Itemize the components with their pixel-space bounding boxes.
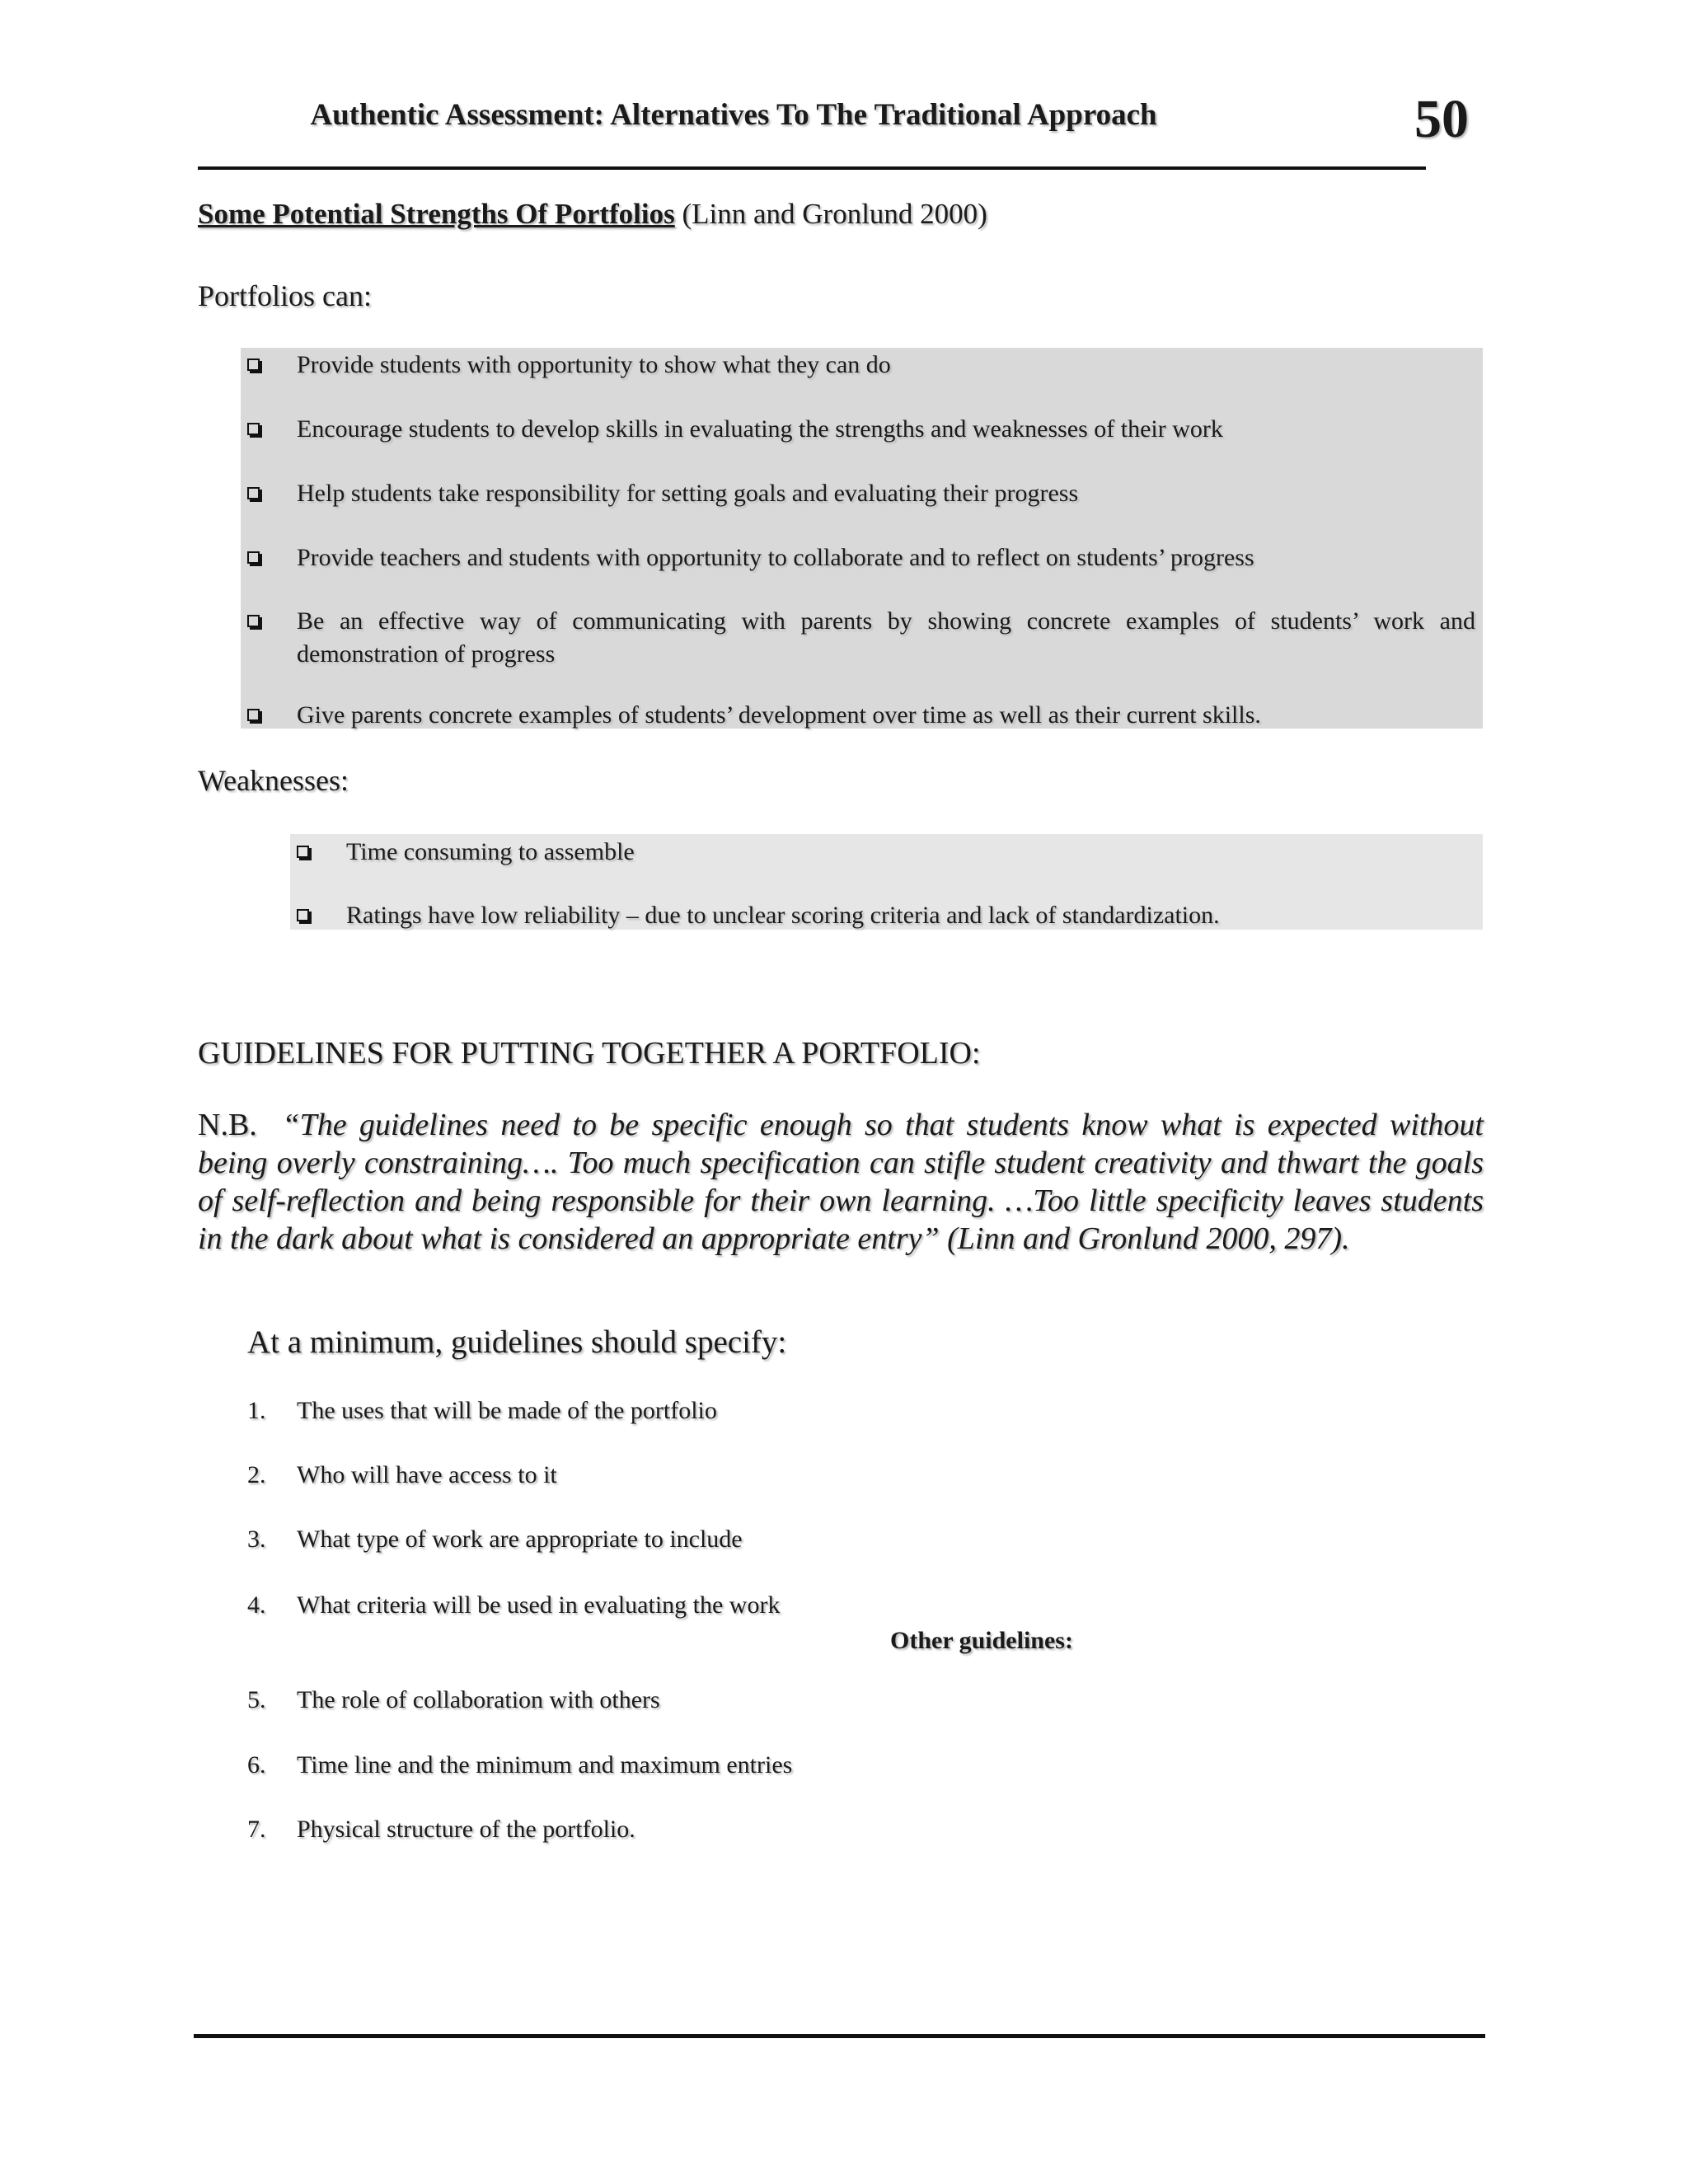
- footer-divider: [194, 2034, 1485, 2038]
- checkbox-bullet-icon: [247, 487, 260, 499]
- checkbox-bullet-icon: [247, 359, 260, 371]
- nb-quote: “The guidelines need to be specific enough so that students know what is expected without being overly constraining…. Too much specification can stifle student creativity and thwart the goals of self-reflection and being responsible for their own learning. …Too little specificity leaves students in the dark about what is considered an appropriate entry” (Linn and Gronlund 2000, 297).: [198, 1108, 1484, 1256]
- strengths-heading-citation: (Linn and Gronlund 2000): [682, 198, 987, 230]
- nb-quote-paragraph: [198, 1106, 1484, 1258]
- page-number: 50: [1414, 89, 1469, 149]
- strengths-heading-title: Some Potential Strengths Of Portfolios: [198, 198, 675, 230]
- header-divider: [198, 166, 1426, 170]
- checkbox-bullet-icon: [247, 709, 260, 721]
- checkbox-bullet-icon: [247, 615, 260, 627]
- checkbox-bullet-icon: [247, 551, 260, 564]
- other-guidelines-label: Other guidelines:: [890, 1627, 1073, 1654]
- checkbox-bullet-icon: [247, 423, 260, 435]
- guidelines-heading: GUIDELINES FOR PUTTING TOGETHER A PORTFOLIO:: [198, 1036, 981, 1071]
- checkbox-bullet-icon: [297, 846, 309, 858]
- checkbox-bullet-icon: [297, 909, 309, 921]
- weaknesses-label: Weaknesses:: [198, 764, 349, 797]
- minimum-guidelines-heading: At a minimum, guidelines should specify:: [247, 1324, 787, 1360]
- strengths-heading: [198, 198, 987, 231]
- strengths-list-panel: [241, 348, 1483, 729]
- nb-prefix: N.B.: [198, 1108, 257, 1142]
- document-header-title: Authentic Assessment: Alternatives To The Traditional Approach: [310, 98, 1157, 132]
- portfolios-intro: Portfolios can:: [198, 279, 372, 312]
